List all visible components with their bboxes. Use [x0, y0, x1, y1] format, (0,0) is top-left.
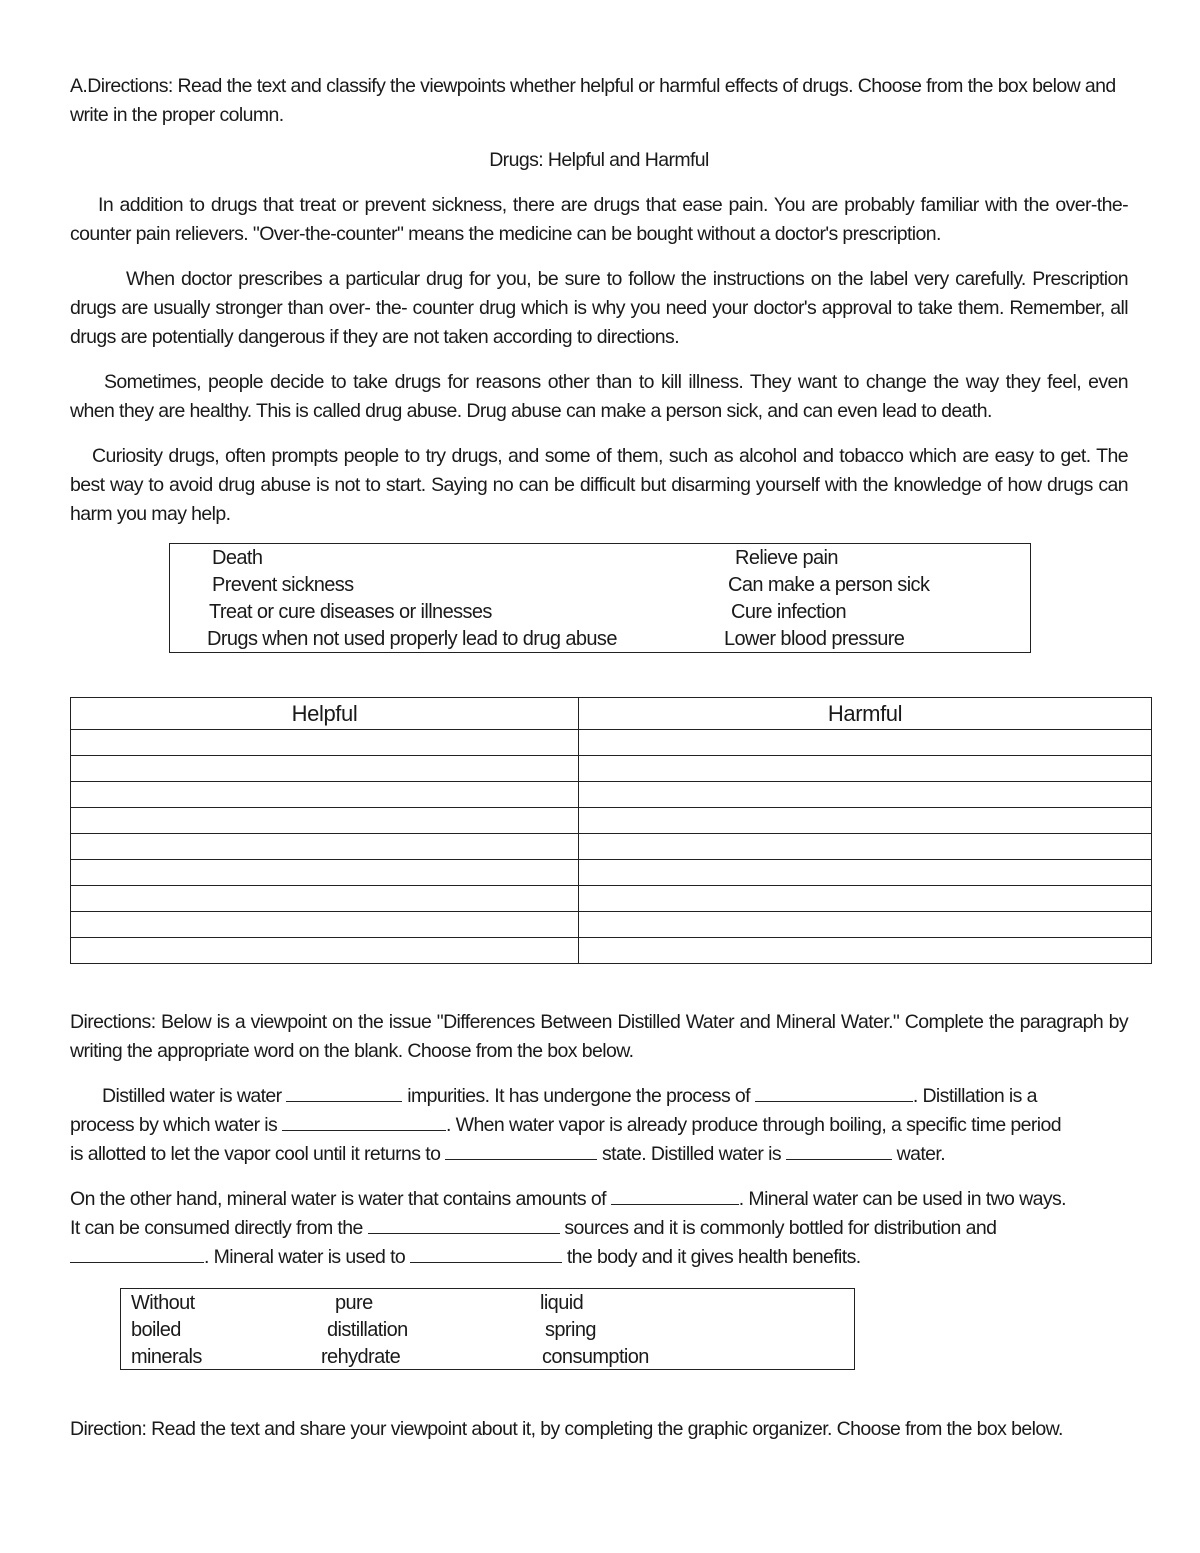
choice-right-4: Lower blood pressure [724, 628, 905, 650]
passage-title: Drugs: Helpful and Harmful [489, 149, 709, 171]
table-row [71, 756, 1152, 782]
word-choice: spring [545, 1319, 596, 1341]
word-choice: liquid [540, 1292, 584, 1314]
helpful-answer-cell[interactable] [71, 886, 579, 912]
section-a-text [70, 72, 1128, 529]
passage-paragraph-2: When doctor prescribes a particular drug for you, be sure to follow the instructions on the label very carefully. Prescription drugs are usually stronger than over- the- counter drug which is why you need your doctor's approval to take them. Remember, all drugs are potentially dangerous if they are not taken according to directions. [70, 268, 1128, 348]
choice-left-3: Treat or cure diseases or illnesses [209, 601, 492, 623]
mineral-water-paragraph: On the other hand, mineral water is water that contains amounts of . Mineral water can be used in two ways. It can be consumed directly from the sources and it is commonly bottled for distribution and . Mineral water is used to the body and it gives health benefits. [70, 1188, 1066, 1268]
word-choice: boiled [131, 1319, 181, 1341]
table-row [71, 730, 1152, 756]
harmful-answer-cell[interactable] [579, 782, 1152, 808]
blank-6[interactable] [611, 1186, 739, 1205]
helpful-answer-cell[interactable] [71, 860, 579, 886]
harmful-answer-cell[interactable] [579, 860, 1152, 886]
word-choice: rehydrate [321, 1346, 401, 1368]
choice-left-1: Death [212, 547, 263, 569]
helpful-harmful-table [70, 697, 1152, 964]
blank-9[interactable] [410, 1244, 562, 1263]
harmful-answer-cell[interactable] [579, 938, 1152, 964]
helpful-answer-cell[interactable] [71, 912, 579, 938]
choices-box [169, 543, 1031, 653]
blank-5[interactable] [786, 1141, 892, 1160]
blank-4[interactable] [445, 1141, 597, 1160]
section-b-text [70, 1008, 1128, 1272]
blank-1[interactable] [286, 1083, 402, 1102]
harmful-answer-cell[interactable] [579, 756, 1152, 782]
word-choice: distillation [327, 1319, 408, 1341]
harmful-answer-cell[interactable] [579, 886, 1152, 912]
harmful-column-header: Harmful [579, 698, 1152, 730]
choice-left-4: Drugs when not used properly lead to drug abuse [207, 628, 617, 650]
distilled-water-paragraph: Distilled water is water impurities. It has undergone the process of . Distillation is a process by which water is . When water vapor is already produce through boiling, a specific time period is allotted to let the vapor cool until it returns to state. Distilled water is water. [70, 1085, 1061, 1165]
word-choice: Without [131, 1292, 195, 1314]
choice-right-1: Relieve pain [735, 547, 838, 569]
blank-2[interactable] [755, 1083, 913, 1102]
section-c-text [70, 1415, 1128, 1444]
passage-paragraph-3: Sometimes, people decide to take drugs for reasons other than to kill illness. They want to change the way they feel, even when they are healthy. This is called drug abuse. Drug abuse can make a person sick, and can even lead to death. [70, 371, 1128, 422]
table-row [71, 886, 1152, 912]
helpful-answer-cell[interactable] [71, 938, 579, 964]
section-a-directions: A.Directions: Read the text and classify the viewpoints whether helpful or harmful effects of drugs. Choose from the box below and write in the proper column. [70, 75, 1116, 126]
helpful-answer-cell[interactable] [71, 834, 579, 860]
harmful-answer-cell[interactable] [579, 808, 1152, 834]
word-choice: consumption [542, 1346, 649, 1368]
harmful-answer-cell[interactable] [579, 912, 1152, 938]
table-row [71, 912, 1152, 938]
helpful-answer-cell[interactable] [71, 730, 579, 756]
table-row [71, 808, 1152, 834]
section-b-directions: Directions: Below is a viewpoint on the issue "Differences Between Distilled Water and Mineral Water." Complete the paragraph by writing the appropriate word on the blank. Choose from the box below. [70, 1011, 1128, 1062]
helpful-column-header: Helpful [71, 698, 579, 730]
choice-right-2: Can make a person sick [728, 574, 930, 596]
choice-right-3: Cure infection [731, 601, 846, 623]
section-c-directions: Direction: Read the text and share your viewpoint about it, by completing the graphic organizer. Choose from the box below. [70, 1418, 1063, 1440]
blank-7[interactable] [368, 1215, 560, 1234]
helpful-answer-cell[interactable] [71, 808, 579, 834]
word-choice: pure [335, 1292, 373, 1314]
blank-3[interactable] [282, 1112, 446, 1131]
helpful-answer-cell[interactable] [71, 782, 579, 808]
table-row [71, 834, 1152, 860]
word-choices-box [120, 1288, 855, 1370]
blank-8[interactable] [70, 1244, 204, 1263]
passage-paragraph-4: Curiosity drugs, often prompts people to try drugs, and some of them, such as alcohol and tobacco which are easy to get. The best way to avoid drug abuse is not to start. Saying no can be difficult but disarming yourself with the knowledge of how drugs can harm you may help. [70, 445, 1128, 525]
choice-left-2: Prevent sickness [212, 574, 354, 596]
passage-paragraph-1: In addition to drugs that treat or prevent sickness, there are drugs that ease pain. You are probably familiar with the over-the-counter pain relievers. "Over-the-counter" means the medicine can be bought without a doctor's prescription. [70, 194, 1128, 245]
harmful-answer-cell[interactable] [579, 730, 1152, 756]
table-row [71, 860, 1152, 886]
helpful-answer-cell[interactable] [71, 756, 579, 782]
table-row [71, 782, 1152, 808]
word-choice: minerals [131, 1346, 202, 1368]
table-row [71, 938, 1152, 964]
harmful-answer-cell[interactable] [579, 834, 1152, 860]
